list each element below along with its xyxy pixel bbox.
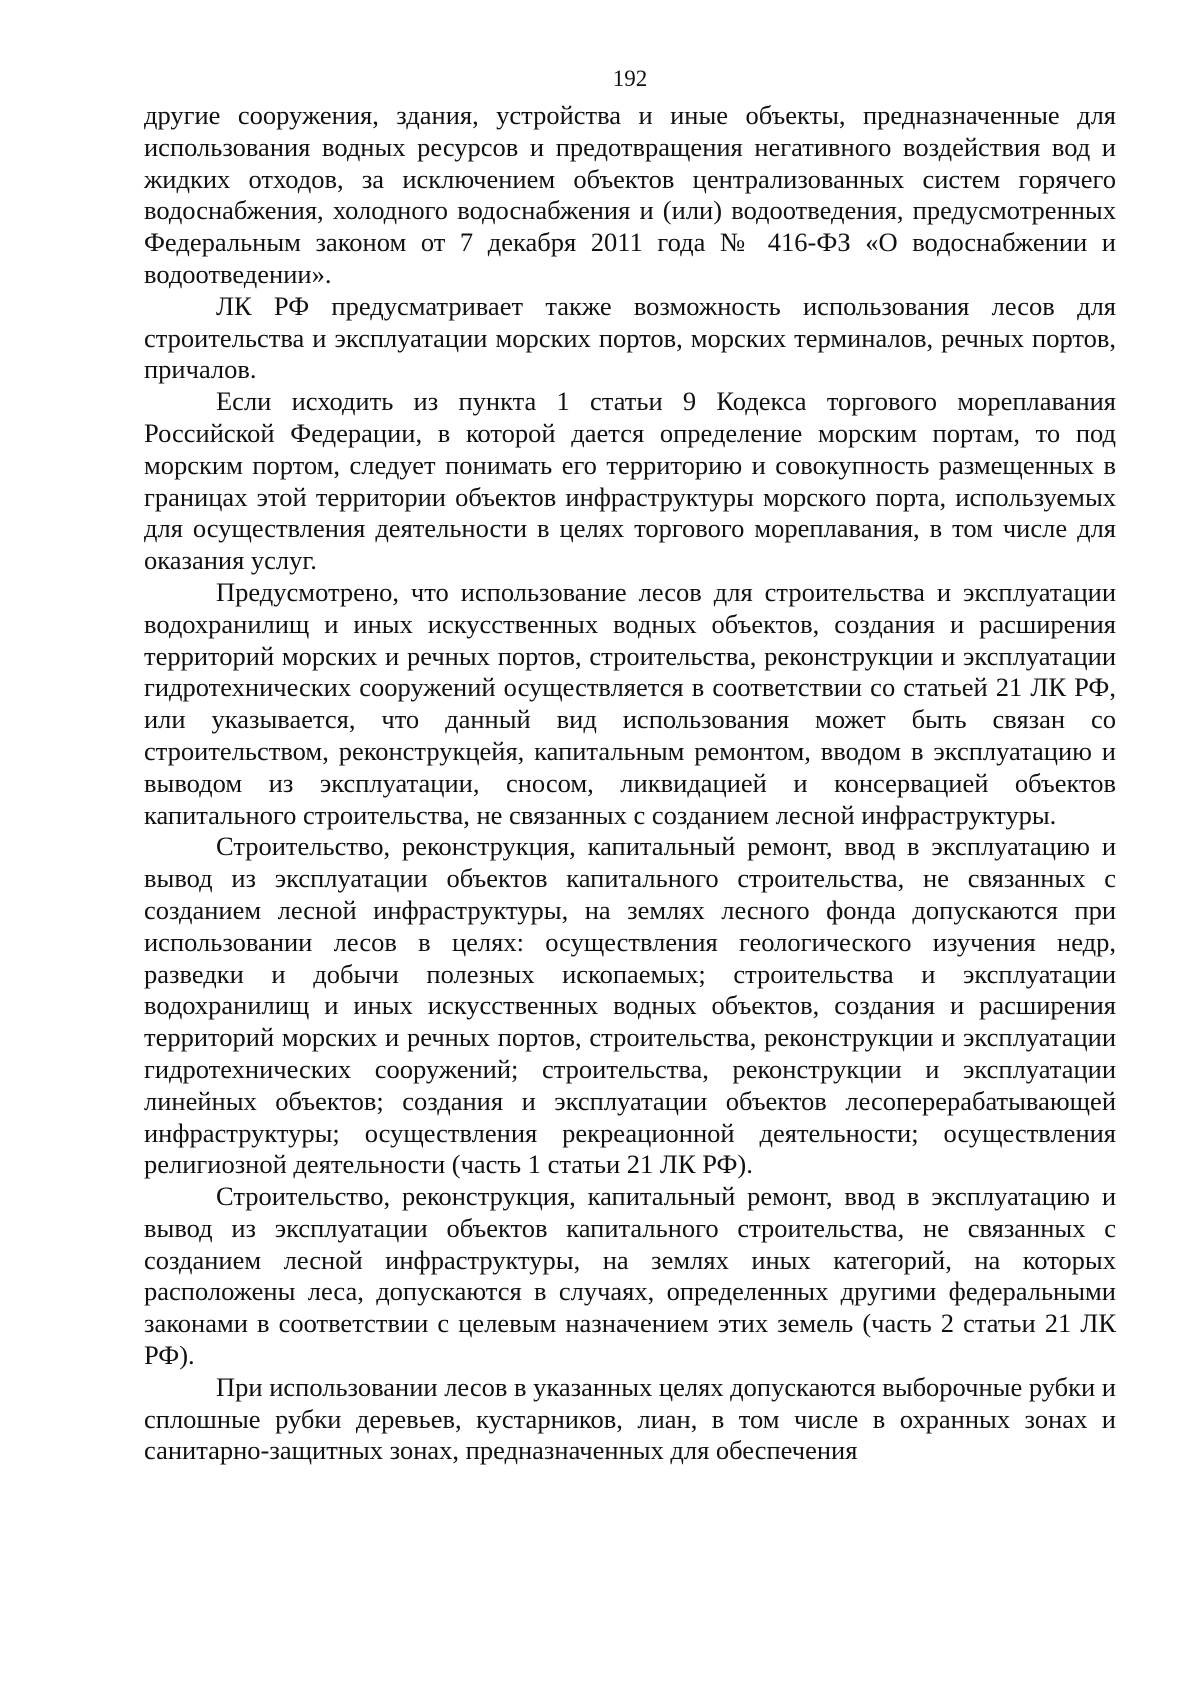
- paragraph: ЛК РФ предусматривает также возможность использования лесов для строительства и эксплуатации морских портов, морских терминалов, речных портов, причалов.: [144, 290, 1116, 385]
- paragraph: Предусмотрено, что использование лесов для строительства и эксплуатации водохранилищ и иных искусственных водных объектов, создания и расширения территорий морских и речных портов, строительства, реконструкции и эксплуатации гидротехнических сооружений осуществляется в соответствии со статьей 21 ЛК РФ, или указывается, что данный вид использования может быть связан со строительством, реконструкцейя, капитальным ремонтом, вводом в эксплуатацию и выводом из эксплуатации, сносом, ликвидацией и консервацией объектов капитального строительства, не связанных с созданием лесной инфраструктуры.: [144, 576, 1116, 830]
- document-page: [144, 64, 1116, 1467]
- paragraph: Строительство, реконструкция, капитальный ремонт, ввод в эксплуатацию и вывод из эксплуатации объектов капитального строительства, не связанных с созданием лесной инфраструктуры, на землях иных категорий, на которых расположены леса, допускаются в случаях, определенных другими федеральными законами в соответствии с целевым назначением этих земель (часть 2 статьи 21 ЛК РФ).: [144, 1181, 1116, 1371]
- paragraph: Если исходить из пункта 1 статьи 9 Кодекса торгового мореплавания Российской Федерации, в которой дается определение морским портам, то под морским портом, следует понимать его территорию и совокупность размещенных в границах этой территории объектов инфраструктуры морского порта, используемых для осуществления деятельности в целях торгового мореплавания, в том числе для оказания услуг.: [144, 386, 1116, 576]
- paragraph-continuation: другие сооружения, здания, устройства и иные объекты, предназначенные для использования водных ресурсов и предотвращения негативного воздействия вод и жидких отходов, за исключением объектов централизованных систем горячего водоснабжения, холодного водоснабжения и (или) водоотведения, предусмотренных Федеральным законом от 7 декабря 2011 года № 416-ФЗ «О водоснабжении и водоотведении».: [144, 100, 1116, 289]
- paragraph: Строительство, реконструкция, капитальный ремонт, ввод в эксплуатацию и вывод из эксплуатации объектов капитального строительства, не связанных с созданием лесной инфраструктуры, на землях лесного фонда допускаются при использовании лесов в целях: осуществления геологического изучения недр, разведки и добычи полезных ископаемых; строительства и эксплуатации водохранилищ и иных искусственных водных объектов, создания и расширения территорий морских и речных портов, строительства, реконструкции и эксплуатации гидротехнических сооружений; строительства, реконструкции и эксплуатации линейных объектов; создания и эксплуатации объектов лесоперерабатывающей инфраструктуры; осуществления рекреационной деятельности; осуществления религиозной деятельности (часть 1 статьи 21 ЛК РФ).: [144, 831, 1116, 1180]
- paragraph-truncated: При использовании лесов в указанных целях допускаются выборочные рубки и сплошные рубки деревьев, кустарников, лиан, в том числе в охранных зонах и санитарно-защитных зонах, предназначенных для обеспечения: [144, 1371, 1116, 1466]
- page-number: 192: [612, 66, 648, 91]
